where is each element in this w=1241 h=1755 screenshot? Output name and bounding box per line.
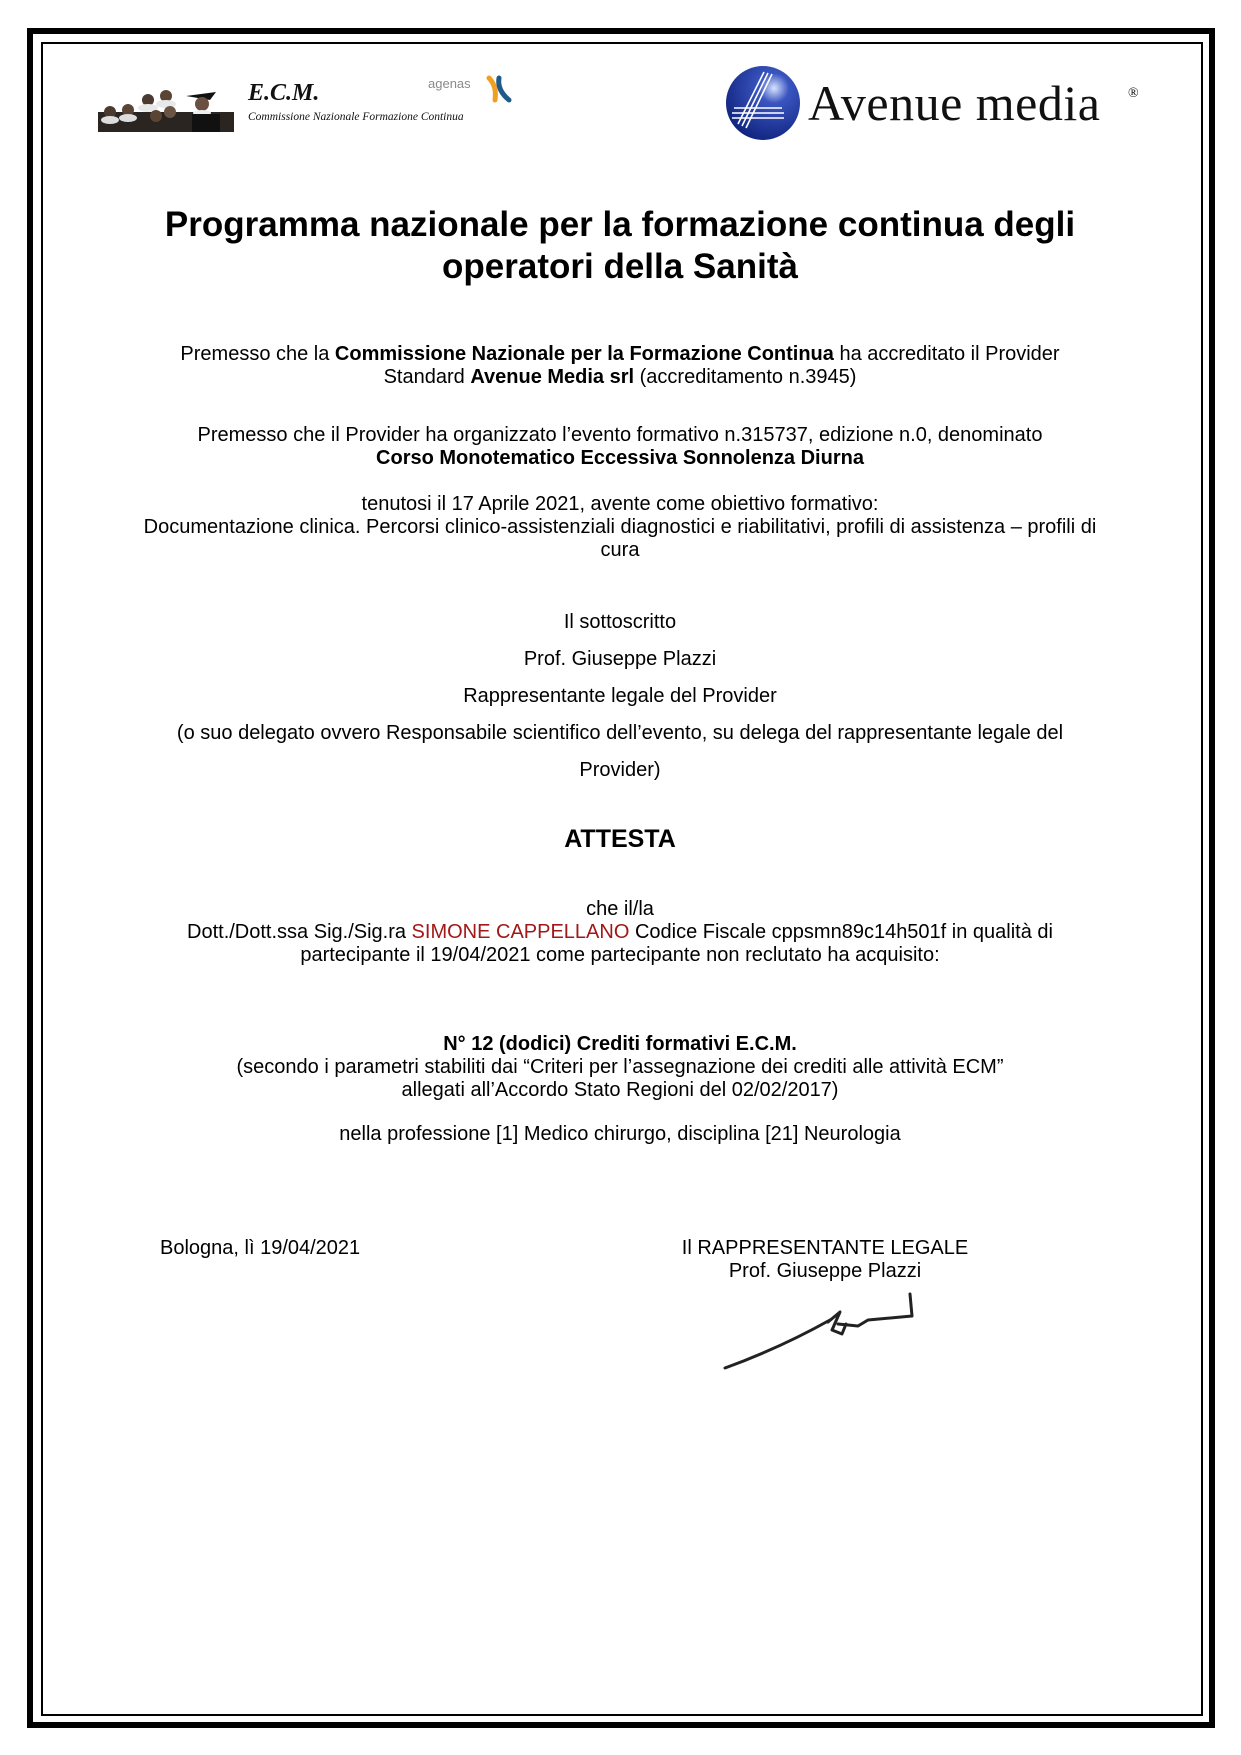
participant-block: che il/la Dott./Dott.ssa Sig./Sig.ra SIMONE CAPPELLANO Codice Fiscale cppsmn89c14h501f in qualità di partecipante il 19/04/2021 come partecipante non reclutato ha acquisito:	[187, 898, 1053, 966]
attesta-heading: ATTESTA	[564, 825, 676, 853]
place-date: Bologna, lì 19/04/2021	[160, 1237, 361, 1259]
participant-name: SIMONE CAPPELLANO	[411, 921, 630, 943]
premise-event: Premesso che il Provider ha organizzato l’evento formativo n.315737, edizione n.0, denominato Corso Monotematico Eccessiva Sonnolenza Diurna	[60, 424, 1180, 470]
signature-icon	[720, 1290, 920, 1380]
event-name: Corso Monotematico Eccessiva Sonnolenza Diurna	[376, 447, 864, 469]
agenas-logo-icon	[485, 74, 515, 104]
agenas-logo-text: agenas	[428, 76, 471, 91]
credits-count: N° 12 (dodici) Crediti formativi E.C.M.	[443, 1033, 797, 1055]
ecm-title: E.C.M.	[248, 80, 320, 106]
credits-block: N° 12 (dodici) Crediti formativi E.C.M. (secondo i parametri stabiliti dai “Criteri per l’assegnazione dei crediti alle attività ECM” allegati all’Accordo Stato Regioni del 02/02/2017) nella professione [1] Medico chirurgo, disciplina [21] Neurologia	[60, 1033, 1180, 1146]
inner-border	[41, 42, 1203, 1716]
title-line-1: Programma nazionale per la formazione continua degli	[164, 205, 1076, 244]
avenue-media-logo-text: Avenue media	[808, 75, 1101, 131]
profession-discipline: nella professione [1] Medico chirurgo, disciplina [21] Neurologia	[339, 1123, 901, 1145]
signer-name: Prof. Giuseppe Plazzi	[728, 1260, 922, 1282]
objective-block: tenutosi il 17 Aprile 2021, avente come obiettivo formativo: Documentazione clinica. Percorsi clinico-assistenziali diagnostici e riabilitativi, profili di assistenza – profili di cura	[143, 493, 1097, 561]
premise-accreditation: Premesso che la Commissione Nazionale per la Formazione Continua ha accreditato il Provider Standard Avenue Media srl (accreditamento n.3945)	[180, 343, 1060, 388]
commission-name: Commissione Nazionale per la Formazione Continua	[334, 343, 834, 365]
ecm-subtitle: Commissione Nazionale Formazione Continua	[248, 111, 464, 123]
registered-mark: ®	[1128, 86, 1139, 101]
signatory-name: Prof. Giuseppe Plazzi	[523, 648, 717, 670]
document-title	[60, 204, 1180, 288]
provider-name: Avenue Media srl	[470, 366, 635, 388]
title-line-2: operatori della Sanità	[442, 247, 798, 286]
avenue-media-globe-icon	[724, 64, 802, 142]
legal-representative: Il RAPPRESENTANTE LEGALE Prof. Giuseppe Plazzi	[620, 1237, 1030, 1283]
signatory-block: Il sottoscritto Prof. Giuseppe Plazzi Rappresentante legale del Provider (o suo delegato ovvero Responsabile scientifico dell’evento, su delega del rappresentante legale del Provider)	[60, 604, 1180, 789]
ecm-painting-logo-icon	[98, 82, 234, 132]
